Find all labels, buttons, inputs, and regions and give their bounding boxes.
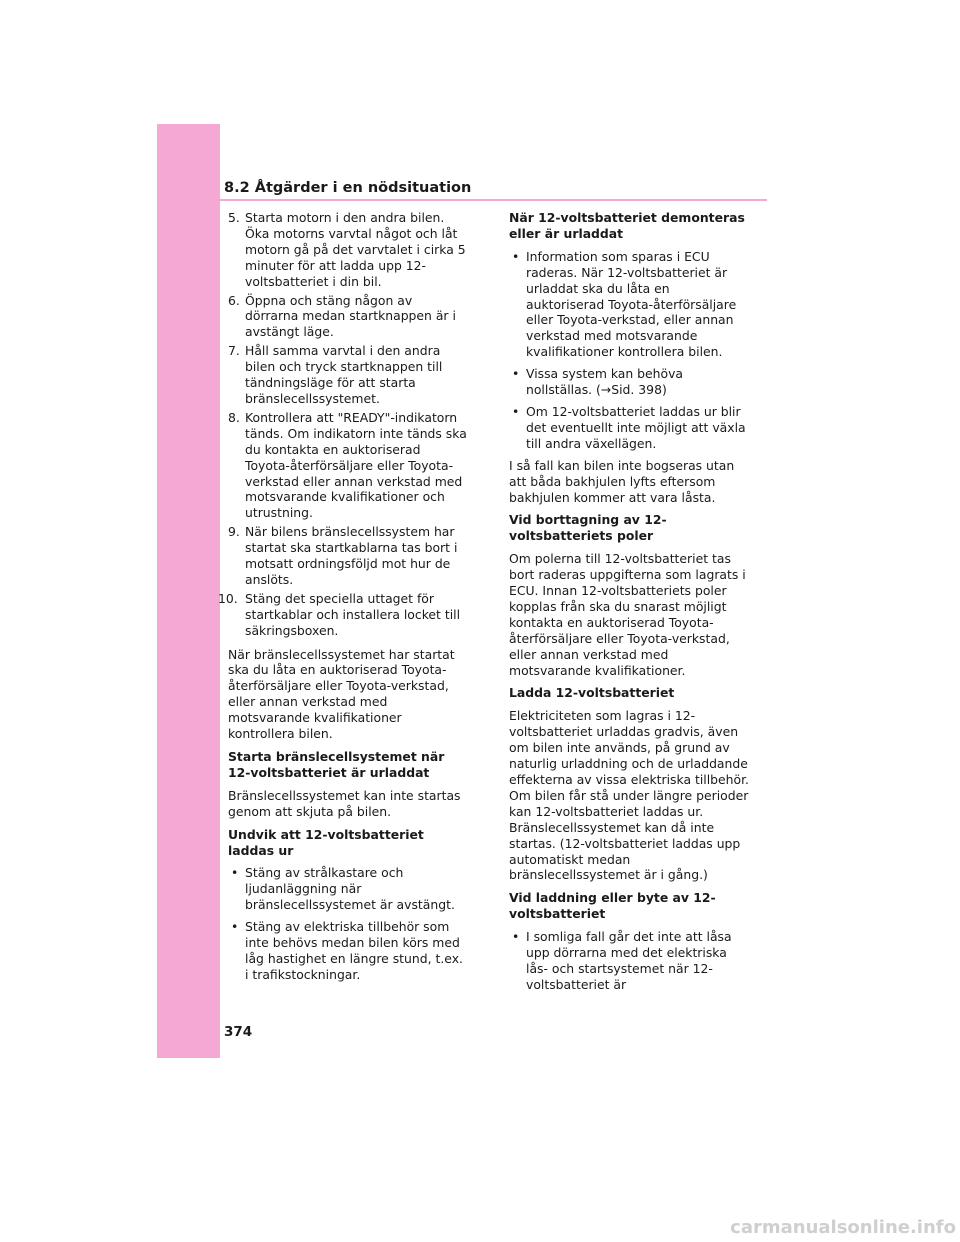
bullet-icon: • <box>231 865 239 881</box>
list-item: • Om 12-voltsbatteriet laddas ur blir det eventuellt inte möjligt att växla till andra växellägen. <box>512 403 746 451</box>
bullet-icon: • <box>512 403 520 419</box>
heading-charge-battery: Ladda 12-voltsbatteriet <box>509 685 675 701</box>
step-item: 8. Kontrollera att "READY"-indikatorn tänds. Om indikatorn inte tänds ska du kontakta en auktoriserad Toyota-återförsäljare eller Toyota-verkstad eller annan verkstad med motsvarande kvalifikationer och utrustning. <box>228 409 467 521</box>
page-number: 374 <box>224 1024 253 1040</box>
watermark: carmanualsonline.info <box>730 1217 956 1238</box>
list-item: • Information som sparas i ECU raderas. När 12-voltsbatteriet är urladdat ska du låta en auktoriserad Toyota-återförsäljare eller Toyota-verkstad, eller annan verkstad med motsvarande kvalifikationer kontrollera bilen. <box>512 248 737 360</box>
section-title: 8.2 Åtgärder i en nödsituation <box>224 180 472 196</box>
heading-avoid-discharge: Undvik att 12-voltsbatteriet laddas ur <box>228 826 424 858</box>
section-color-tab <box>157 124 220 1058</box>
list-item <box>509 366 749 398</box>
bullet-icon: • <box>512 929 520 945</box>
paragraph-after-steps: När bränslecellssystemet har startat ska du låta en auktoriserad Toyota-återförsäljare eller Toyota-verkstad, eller annan verkstad med motsvarande kvalifikationer kontrollera bilen. <box>228 646 455 742</box>
list-item: • Stäng av elektriska tillbehör som inte behövs medan bilen körs med låg hastighet en längre stund, t.ex. i trafikstockningar. <box>231 919 463 982</box>
step-item: 7. Håll samma varvtal i den andra bilen och tryck startknappen till tändningsläge för att starta bränslecellssystemet. <box>228 343 443 406</box>
heading-replace-battery: Vid laddning eller byte av 12-voltsbatteriet <box>509 890 716 922</box>
bullet-icon: • <box>512 248 520 264</box>
list-item: • I somliga fall går det inte att låsa upp dörrarna med det elektriska lås- och startsystemet när 12-voltsbatteriet är <box>512 929 732 992</box>
header-divider <box>220 199 767 201</box>
paragraph-poles: Om polerna till 12-voltsbatteriet tas bort raderas uppgifterna som lagrats i ECU. Innan 12-voltsbatteriets poler kopplas från ska du snarast möjligt kontakta en auktoriserad Toyota-återförsäljare eller Toyota-verkstad, eller annan verkstad med motsvarande kvalifikationer. <box>509 551 746 678</box>
right-column <box>509 210 749 999</box>
heading-battery-removed: När 12-voltsbatteriet demonteras eller är urladdat <box>509 210 745 241</box>
step-item: 9. När bilens bränslecellssystem har startat ska startkablarna tas bort i motsatt ordningsföljd mot hur de anslöts. <box>228 524 458 587</box>
bullet-icon: • <box>231 919 239 935</box>
step-item: 10. Stäng det speciella uttaget för startkablar och installera locket till säkringsboxen. <box>218 590 461 638</box>
heading-start-discharged: Starta bränslecellsystemet när 12-voltsbatteriet är urladdat <box>228 749 445 780</box>
heading-pole-removal: Vid borttagning av 12-voltsbatteriets poler <box>509 512 667 544</box>
paragraph-charge: Elektriciteten som lagras i 12-voltsbatteriet urladdas gradvis, även om bilen inte används, på grund av naturlig urladdning och de urladdande effekterna av vissa elektriska tillbehör. Om bilen får stå under längre perioder kan 12-voltsbatteriet laddas ur. Bränslecellssystemet kan då inte startas. (12-voltsbatteriet laddas upp automatiskt medan bränslecellssystemet är i gång.) <box>509 708 749 883</box>
page-reference-link[interactable]: Vissa system kan behöva nollställas. (→Sid. 398) <box>526 366 684 398</box>
paragraph-towing: I så fall kan bilen inte bogseras utan att båda bakhjulen lyfts eftersom bakhjulen kommer att vara låsta. <box>509 457 735 505</box>
list-item: • Stäng av strålkastare och ljudanläggning när bränslecellssystemet är avstängt. <box>231 865 455 913</box>
left-column <box>218 210 468 989</box>
step-item: 6. Öppna och stäng någon av dörrarna medan startknappen är i avstängt läge. <box>228 292 456 340</box>
bullet-icon: • <box>512 366 520 382</box>
paragraph-start: Bränslecellssystemet kan inte startas genom att skjuta på bilen. <box>228 787 461 819</box>
step-item: 5. Starta motorn i den andra bilen. Öka motorns varvtal något och låt motorn gå på det varvtalet i cirka 5 minuter för att ladda upp 12-voltsbatteriet i din bil. <box>228 210 466 289</box>
